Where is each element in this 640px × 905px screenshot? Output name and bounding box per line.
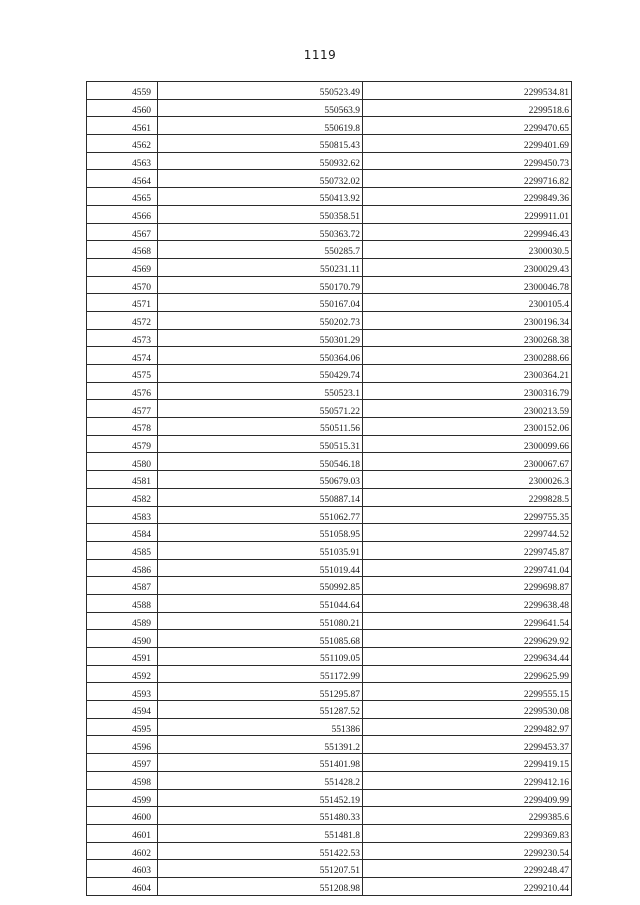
point-id-cell: 4592 [87, 665, 158, 683]
y-coordinate-cell: 2299625.99 [363, 665, 572, 683]
point-id-cell: 4588 [87, 594, 158, 612]
x-coordinate-cell: 550515.31 [158, 435, 363, 453]
table-row [87, 311, 572, 329]
x-coordinate-cell: 551109.05 [158, 648, 363, 666]
point-id-cell: 4569 [87, 258, 158, 276]
x-coordinate-cell: 551480.33 [158, 807, 363, 825]
y-coordinate-cell: 2300196.34 [363, 311, 572, 329]
table-row [87, 824, 572, 842]
y-coordinate-cell: 2299849.36 [363, 188, 572, 206]
point-id-cell: 4583 [87, 506, 158, 524]
table-row [87, 771, 572, 789]
x-coordinate-cell: 550815.43 [158, 135, 363, 153]
x-coordinate-cell: 551422.53 [158, 842, 363, 860]
point-id-cell: 4602 [87, 842, 158, 860]
y-coordinate-cell: 2300029.43 [363, 258, 572, 276]
y-coordinate-cell: 2299946.43 [363, 223, 572, 241]
x-coordinate-cell: 550887.14 [158, 488, 363, 506]
table-row [87, 524, 572, 542]
y-coordinate-cell: 2300364.21 [363, 365, 572, 383]
point-id-cell: 4604 [87, 877, 158, 895]
point-id-cell: 4593 [87, 683, 158, 701]
point-id-cell: 4586 [87, 559, 158, 577]
table-row [87, 435, 572, 453]
y-coordinate-cell: 2299716.82 [363, 170, 572, 188]
x-coordinate-cell: 551401.98 [158, 754, 363, 772]
point-id-cell: 4559 [87, 82, 158, 100]
y-coordinate-cell: 2299828.5 [363, 488, 572, 506]
y-coordinate-cell: 2299641.54 [363, 612, 572, 630]
x-coordinate-cell: 550363.72 [158, 223, 363, 241]
point-id-cell: 4572 [87, 311, 158, 329]
x-coordinate-cell: 551035.91 [158, 541, 363, 559]
table-row [87, 488, 572, 506]
point-id-cell: 4566 [87, 205, 158, 223]
x-coordinate-cell: 550358.51 [158, 205, 363, 223]
y-coordinate-cell: 2299230.54 [363, 842, 572, 860]
table-row [87, 648, 572, 666]
point-id-cell: 4560 [87, 99, 158, 117]
table-row [87, 117, 572, 135]
table-row [87, 541, 572, 559]
table-row [87, 365, 572, 383]
table-row [87, 294, 572, 312]
table-row [87, 258, 572, 276]
x-coordinate-cell: 550523.1 [158, 382, 363, 400]
x-coordinate-cell: 550571.22 [158, 400, 363, 418]
point-id-cell: 4574 [87, 347, 158, 365]
x-coordinate-cell: 551019.44 [158, 559, 363, 577]
y-coordinate-cell: 2299534.81 [363, 82, 572, 100]
y-coordinate-cell: 2300099.66 [363, 435, 572, 453]
table-row [87, 718, 572, 736]
table-row [87, 82, 572, 100]
x-coordinate-cell: 550992.85 [158, 577, 363, 595]
y-coordinate-cell: 2300152.06 [363, 418, 572, 436]
table-row [87, 329, 572, 347]
x-coordinate-cell: 550285.7 [158, 241, 363, 259]
y-coordinate-cell: 2299369.83 [363, 824, 572, 842]
x-coordinate-cell: 550231.11 [158, 258, 363, 276]
table-row [87, 205, 572, 223]
coordinates-table [86, 81, 572, 896]
table-row [87, 99, 572, 117]
point-id-cell: 4585 [87, 541, 158, 559]
y-coordinate-cell: 2299401.69 [363, 135, 572, 153]
y-coordinate-cell: 2299210.44 [363, 877, 572, 895]
y-coordinate-cell: 2300026.3 [363, 471, 572, 489]
point-id-cell: 4595 [87, 718, 158, 736]
x-coordinate-cell: 551428.2 [158, 771, 363, 789]
point-id-cell: 4562 [87, 135, 158, 153]
point-id-cell: 4568 [87, 241, 158, 259]
y-coordinate-cell: 2299741.04 [363, 559, 572, 577]
y-coordinate-cell: 2300213.59 [363, 400, 572, 418]
point-id-cell: 4571 [87, 294, 158, 312]
y-coordinate-cell: 2299745.87 [363, 541, 572, 559]
table-row [87, 683, 572, 701]
x-coordinate-cell: 550563.9 [158, 99, 363, 117]
table-row [87, 877, 572, 895]
x-coordinate-cell: 550679.03 [158, 471, 363, 489]
table-row [87, 860, 572, 878]
table-row [87, 789, 572, 807]
y-coordinate-cell: 2299518.6 [363, 99, 572, 117]
x-coordinate-cell: 551172.99 [158, 665, 363, 683]
table-row [87, 152, 572, 170]
y-coordinate-cell: 2299634.44 [363, 648, 572, 666]
y-coordinate-cell: 2299555.15 [363, 683, 572, 701]
x-coordinate-cell: 550732.02 [158, 170, 363, 188]
y-coordinate-cell: 2299453.37 [363, 736, 572, 754]
table-row [87, 736, 572, 754]
x-coordinate-cell: 551085.68 [158, 630, 363, 648]
point-id-cell: 4577 [87, 400, 158, 418]
table-row [87, 807, 572, 825]
table-row [87, 842, 572, 860]
table-row [87, 241, 572, 259]
y-coordinate-cell: 2300288.66 [363, 347, 572, 365]
point-id-cell: 4601 [87, 824, 158, 842]
point-id-cell: 4573 [87, 329, 158, 347]
y-coordinate-cell: 2299450.73 [363, 152, 572, 170]
table-row [87, 577, 572, 595]
x-coordinate-cell: 551452.19 [158, 789, 363, 807]
y-coordinate-cell: 2300030.5 [363, 241, 572, 259]
x-coordinate-cell: 551481.8 [158, 824, 363, 842]
table-row [87, 382, 572, 400]
x-coordinate-cell: 550170.79 [158, 276, 363, 294]
y-coordinate-cell: 2299419.15 [363, 754, 572, 772]
table-row [87, 506, 572, 524]
y-coordinate-cell: 2300268.38 [363, 329, 572, 347]
x-coordinate-cell: 551207.51 [158, 860, 363, 878]
table-row [87, 594, 572, 612]
point-id-cell: 4580 [87, 453, 158, 471]
point-id-cell: 4590 [87, 630, 158, 648]
y-coordinate-cell: 2299409.99 [363, 789, 572, 807]
y-coordinate-cell: 2299638.48 [363, 594, 572, 612]
point-id-cell: 4565 [87, 188, 158, 206]
y-coordinate-cell: 2300105.4 [363, 294, 572, 312]
y-coordinate-cell: 2299698.87 [363, 577, 572, 595]
table-row [87, 400, 572, 418]
point-id-cell: 4579 [87, 435, 158, 453]
point-id-cell: 4576 [87, 382, 158, 400]
point-id-cell: 4600 [87, 807, 158, 825]
x-coordinate-cell: 551295.87 [158, 683, 363, 701]
x-coordinate-cell: 550619.8 [158, 117, 363, 135]
table-row [87, 471, 572, 489]
y-coordinate-cell: 2299385.6 [363, 807, 572, 825]
point-id-cell: 4597 [87, 754, 158, 772]
table-row [87, 347, 572, 365]
point-id-cell: 4561 [87, 117, 158, 135]
table-row [87, 135, 572, 153]
table-row [87, 276, 572, 294]
x-coordinate-cell: 550413.92 [158, 188, 363, 206]
x-coordinate-cell: 550523.49 [158, 82, 363, 100]
x-coordinate-cell: 550511.56 [158, 418, 363, 436]
point-id-cell: 4575 [87, 365, 158, 383]
point-id-cell: 4584 [87, 524, 158, 542]
y-coordinate-cell: 2299530.08 [363, 701, 572, 719]
x-coordinate-cell: 550932.62 [158, 152, 363, 170]
x-coordinate-cell: 551391.2 [158, 736, 363, 754]
y-coordinate-cell: 2299412.16 [363, 771, 572, 789]
table-row [87, 223, 572, 241]
y-coordinate-cell: 2299911.01 [363, 205, 572, 223]
x-coordinate-cell: 550364.06 [158, 347, 363, 365]
coordinates-table-body [87, 82, 572, 896]
x-coordinate-cell: 550546.18 [158, 453, 363, 471]
table-row [87, 612, 572, 630]
point-id-cell: 4567 [87, 223, 158, 241]
x-coordinate-cell: 550301.29 [158, 329, 363, 347]
point-id-cell: 4589 [87, 612, 158, 630]
x-coordinate-cell: 550429.74 [158, 365, 363, 383]
y-coordinate-cell: 2299629.92 [363, 630, 572, 648]
x-coordinate-cell: 551287.52 [158, 701, 363, 719]
y-coordinate-cell: 2299744.52 [363, 524, 572, 542]
point-id-cell: 4587 [87, 577, 158, 595]
table-row [87, 170, 572, 188]
point-id-cell: 4564 [87, 170, 158, 188]
point-id-cell: 4596 [87, 736, 158, 754]
x-coordinate-cell: 551080.21 [158, 612, 363, 630]
y-coordinate-cell: 2299470.65 [363, 117, 572, 135]
point-id-cell: 4591 [87, 648, 158, 666]
point-id-cell: 4563 [87, 152, 158, 170]
point-id-cell: 4594 [87, 701, 158, 719]
point-id-cell: 4603 [87, 860, 158, 878]
table-row [87, 701, 572, 719]
point-id-cell: 4578 [87, 418, 158, 436]
y-coordinate-cell: 2300067.67 [363, 453, 572, 471]
page-number: 1119 [303, 48, 337, 62]
table-row [87, 630, 572, 648]
x-coordinate-cell: 551208.98 [158, 877, 363, 895]
point-id-cell: 4570 [87, 276, 158, 294]
y-coordinate-cell: 2300046.78 [363, 276, 572, 294]
y-coordinate-cell: 2299755.35 [363, 506, 572, 524]
point-id-cell: 4598 [87, 771, 158, 789]
y-coordinate-cell: 2299482.97 [363, 718, 572, 736]
point-id-cell: 4599 [87, 789, 158, 807]
x-coordinate-cell: 550202.73 [158, 311, 363, 329]
x-coordinate-cell: 551058.95 [158, 524, 363, 542]
x-coordinate-cell: 551062.77 [158, 506, 363, 524]
table-row [87, 418, 572, 436]
x-coordinate-cell: 550167.04 [158, 294, 363, 312]
y-coordinate-cell: 2300316.79 [363, 382, 572, 400]
y-coordinate-cell: 2299248.47 [363, 860, 572, 878]
table-row [87, 754, 572, 772]
table-row [87, 665, 572, 683]
x-coordinate-cell: 551386 [158, 718, 363, 736]
point-id-cell: 4582 [87, 488, 158, 506]
table-row [87, 453, 572, 471]
x-coordinate-cell: 551044.64 [158, 594, 363, 612]
table-row [87, 559, 572, 577]
point-id-cell: 4581 [87, 471, 158, 489]
table-row [87, 188, 572, 206]
